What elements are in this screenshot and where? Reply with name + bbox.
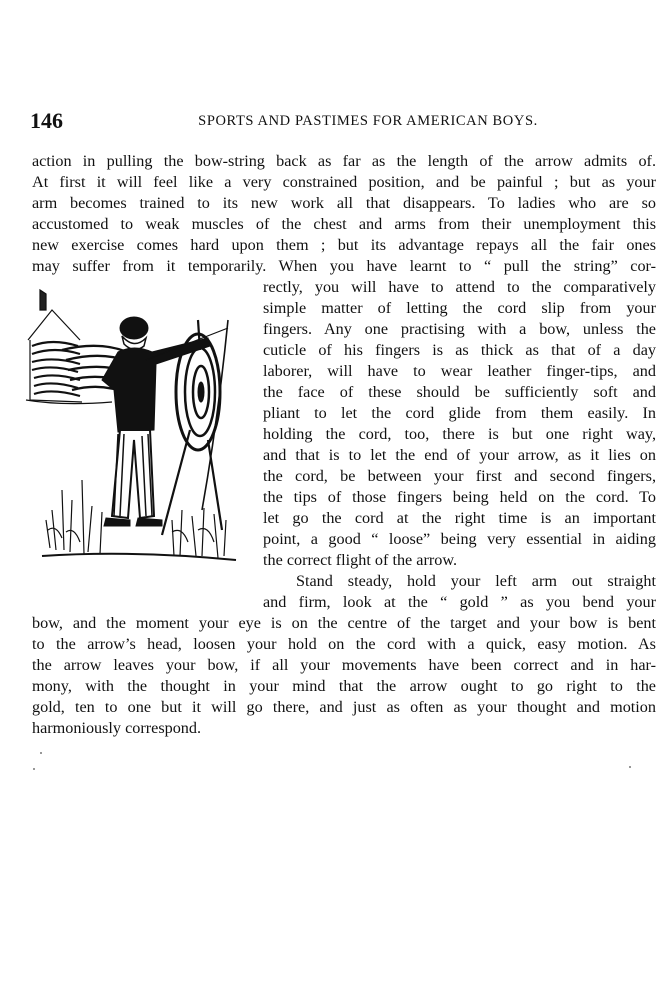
text-line: to the arrow’s head, loosen your hold on the cord with a quick, easy motion. As [32,635,656,653]
text-line: simple matter of letting the cord slip from your [263,299,656,317]
text-line: the face of these should be sufficiently soft and [263,383,656,401]
text-line: harmoniously correspond. [32,719,202,737]
text-line: may suffer from it temporarily. When you have learnt to “ pull the string” cor- [32,257,656,275]
text-line: the correct flight of the arrow. [263,551,458,569]
text-line: rectly, you will have to attend to the comparatively [263,278,656,296]
text-line: At first it will feel like a very constrained position, and be painful ; but as your [32,173,656,191]
text-line: new exercise comes hard upon them ; but its advantage repays all the fair ones [32,236,656,254]
text-line: pliant to let the cord glide from them easily. In [263,404,656,422]
text-line: laborer, will have to wear leather finger-tips, and [263,362,656,380]
text-line: the arrow leaves your bow, if all your movements have been correct and in har- [32,656,656,674]
running-head: SPORTS AND PASTIMES FOR AMERICAN BOYS. [198,113,538,129]
archer-figure [102,317,228,526]
text-line: accustomed to weak muscles of the chest and arms from their unemployment this [32,215,656,233]
text-line: point, a good “ loose” being very essential in aiding [263,530,656,548]
text-line: cuticle of his fingers is as thick as that of a day [263,341,656,359]
text-line: bow, and the moment your eye is on the centre of the target and your bow is bent [32,614,656,632]
text-line: the tips of those fingers being held on the cord. To [263,488,656,506]
text-line: fingers. Any one practising with a bow, unless the [263,320,656,338]
text-line: gold, ten to one but it will go there, and just as often as your thought and motion [32,698,656,716]
text-line: action in pulling the bow-string back as far as the length of the arrow admits of. [32,152,656,170]
text-line: arm becomes trained to its new work all that disappears. To ladies who are so [32,194,656,212]
text-line: let go the cord at the right time is an important [263,509,656,527]
text-line: the cord, be between your first and second fingers, [263,467,656,485]
text-line: holding the cord, too, there is but one right way, [263,425,656,443]
text-line: mony, with the thought in your mind that the arrow ought to go right to the [32,677,656,695]
text-line: Stand steady, hold your left arm out straight [296,572,656,590]
text-line: and that is to let the end of your arrow, as it lies on [263,446,656,464]
archer-illustration [22,280,242,568]
page-number: 146 [30,108,63,133]
text-line: and firm, look at the “ gold ” as you bend your [263,593,656,611]
